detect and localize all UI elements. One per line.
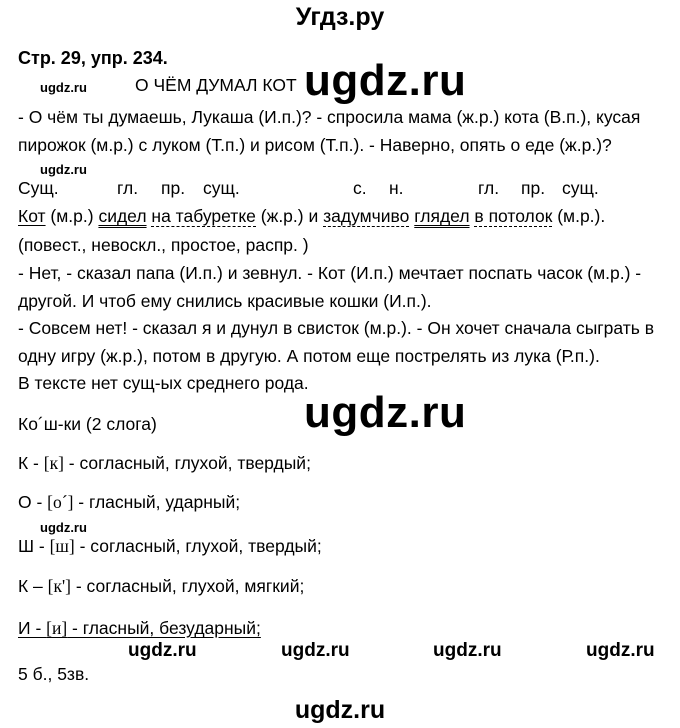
adverbial-phrase: в потолок bbox=[474, 206, 553, 226]
adverbial-phrase: на табуретке bbox=[151, 206, 256, 226]
conclusion: В тексте нет сущ-ых среднего рода. bbox=[18, 373, 309, 393]
task-title: Стр. 29, упр. 234. bbox=[18, 48, 168, 68]
paragraph-line: - Нет, - сказал папа (И.п.) и зевнул. - Кот (И.п.) мечтает поспать часок (м.р.) - bbox=[18, 263, 642, 283]
parse-label: н. bbox=[389, 178, 404, 198]
letter: К - bbox=[18, 453, 44, 473]
parse-label: гл. bbox=[117, 178, 139, 198]
watermark-row-item: ugdz.ru bbox=[586, 640, 655, 661]
letters-sounds-count: 5 б., 5зв. bbox=[18, 664, 90, 684]
paragraph-line: другой. И чтоб ему снились красивые кошки (И.п.). bbox=[18, 291, 432, 311]
sentence-text: (м.р.) bbox=[45, 206, 99, 226]
transcription: [и] bbox=[46, 618, 68, 638]
watermark-big: ugdz.ru bbox=[304, 388, 467, 437]
story-heading: О ЧЁМ ДУМАЛ КОТ bbox=[135, 75, 297, 95]
subject-word: Кот bbox=[18, 206, 46, 226]
watermark-small: ugdz.ru bbox=[40, 520, 87, 535]
paragraph-line: - О чём ты думаешь, Лукаша (И.п.)? - спросила мама (ж.р.) кота (В.п.), кусая bbox=[18, 107, 641, 127]
sound-row bbox=[18, 576, 304, 596]
transcription: [о´] bbox=[47, 492, 74, 512]
watermark-small: ugdz.ru bbox=[40, 162, 87, 177]
parse-label: пр. bbox=[521, 178, 546, 198]
predicate-word: глядел bbox=[414, 206, 470, 226]
sound-row bbox=[18, 453, 311, 473]
letter: О - bbox=[18, 492, 48, 512]
sound-row bbox=[18, 618, 261, 638]
sound-description: - согласный, глухой, мягкий; bbox=[70, 576, 305, 596]
watermark-row-item: ugdz.ru bbox=[433, 640, 502, 661]
sound-description: - согласный, глухой, твердый; bbox=[63, 453, 311, 473]
sound-row bbox=[18, 536, 322, 556]
transcription: [ш] bbox=[49, 536, 75, 556]
letter: Ш - bbox=[18, 536, 50, 556]
parse-label: гл. bbox=[478, 178, 500, 198]
parse-label: пр. bbox=[161, 178, 186, 198]
predicate-word: сидел bbox=[98, 206, 147, 226]
parse-label: сущ. bbox=[562, 178, 599, 198]
sound-description: - гласный, безударный; bbox=[67, 618, 261, 638]
watermark-big: ugdz.ru bbox=[304, 56, 467, 105]
paragraph-line: - Совсем нет! - сказал я и дунул в свисток (м.р.). - Он хочет сначала сыграть в bbox=[18, 318, 655, 338]
watermark-row-item: ugdz.ru bbox=[281, 640, 350, 661]
adverbial-word: задумчиво bbox=[323, 206, 410, 226]
transcription: [к'] bbox=[47, 576, 71, 596]
sentence-characteristics: (повест., невоскл., простое, распр. ) bbox=[18, 235, 309, 255]
parse-label: Сущ. bbox=[18, 178, 59, 198]
sound-description: - гласный, ударный; bbox=[73, 492, 241, 512]
paragraph-line: пирожок (м.р.) с луком (Т.п.) и рисом (Т.п.). - Наверно, опять о еде (ж.р.)? bbox=[18, 135, 612, 155]
watermark-row-item: ugdz.ru bbox=[128, 640, 197, 661]
site-footer[interactable]: ugdz.ru bbox=[294, 696, 386, 724]
letter: И - bbox=[18, 618, 47, 638]
sound-description: - согласный, глухой, твердый; bbox=[74, 536, 322, 556]
paragraph-line: одну игру (ж.р.), потом в другую. А потом еще пострелять из лука (Р.п.). bbox=[18, 346, 600, 366]
sentence-text: (ж.р.) и bbox=[255, 206, 324, 226]
transcription: [к] bbox=[43, 453, 64, 473]
site-header: Угдз.ру bbox=[295, 3, 385, 31]
watermark-small: ugdz.ru bbox=[40, 80, 87, 95]
parsed-sentence bbox=[18, 206, 605, 226]
parse-label: с. bbox=[353, 178, 367, 198]
sound-row bbox=[18, 492, 240, 512]
letter: К – bbox=[18, 576, 48, 596]
sentence-text: (м.р.). bbox=[552, 206, 606, 226]
word-analysis-title: Ко´ш-ки (2 слога) bbox=[18, 414, 157, 434]
parse-label: сущ. bbox=[203, 178, 240, 198]
